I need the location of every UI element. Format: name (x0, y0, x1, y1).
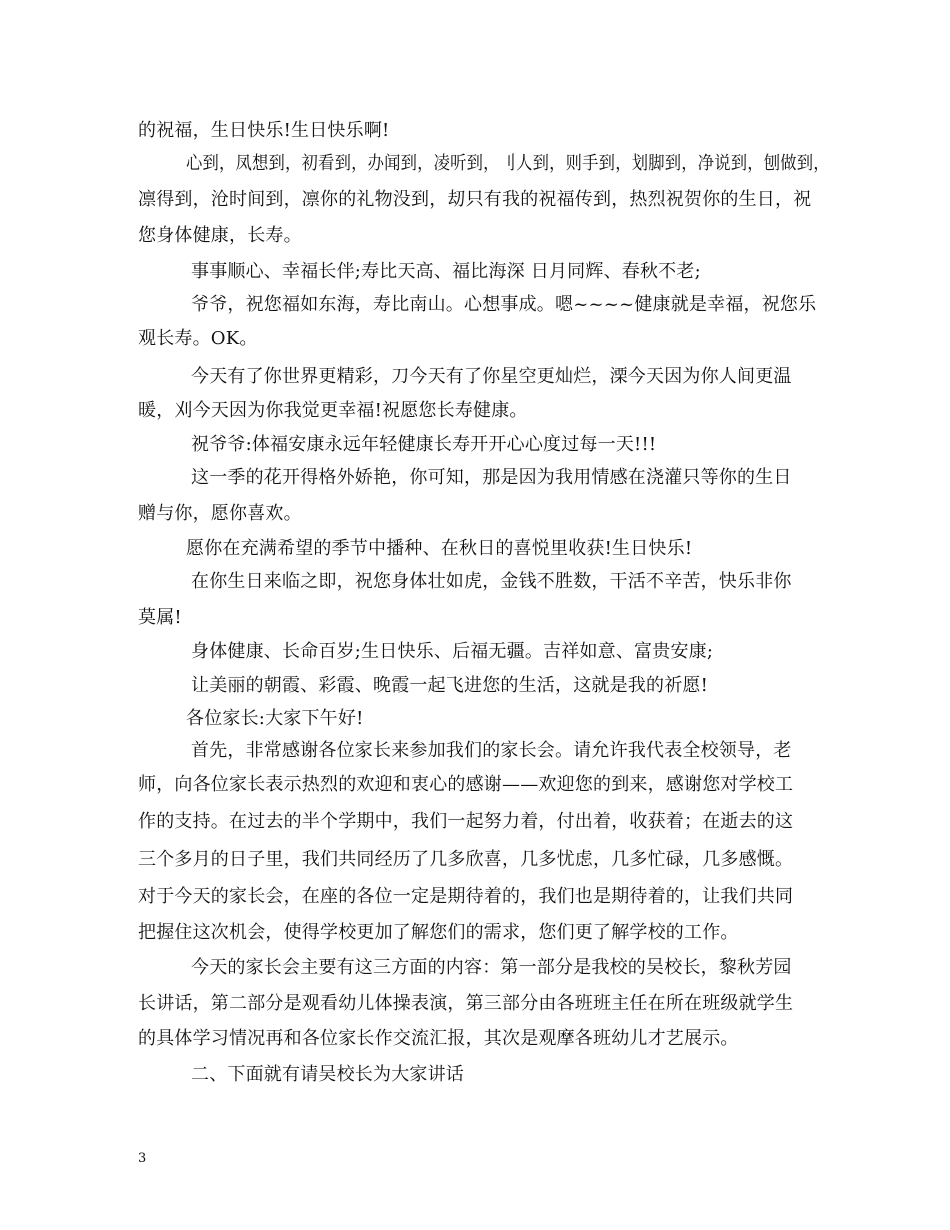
text-line: 长讲话，第二部分是观看幼儿体操表演，第三部分由各班班主任在所在班级就学生 (138, 993, 794, 1014)
text-line: 的祝福，生日快乐!生日快乐啊! (138, 120, 390, 141)
text-line: 身体健康、长命百岁;生日快乐、后福无疆。吉祥如意、富贵安康; (191, 641, 714, 662)
text-line: 您身体健康，长寿。 (138, 225, 302, 246)
text-line: 莫属! (138, 607, 182, 628)
text-line: 在你生日来临之即，祝您身体壮如虎，金钱不胜数，干活不辛苦，快乐非你 (191, 571, 792, 592)
page-number: 3 (138, 1151, 147, 1166)
text-line: 二、下面就有请吴校长为大家讲话 (191, 1064, 464, 1085)
text-line: 爷爷，祝您福如东海，寿比南山。心想事成。嗯~~~~健康就是幸福，祝您乐 (191, 294, 817, 315)
text-line: 祝爷爷:体福安康永远年轻健康长寿开开心心度过每一天!!! (191, 434, 657, 455)
text-line: 让美丽的朝霞、彩霞、晚霞一起飞进您的生活，这就是我的祈愿! (191, 675, 709, 696)
text-line: 今天有了你世界更精彩，刀今天有了你星空更灿烂，溧今天因为你人间更温 (191, 366, 792, 387)
text-line: 三个多月的日子里，我们共同经历了几多欣喜，几多忧虑，几多忙碌，几多感慨。 (138, 849, 794, 870)
text-line: 这一季的花开得格外娇艳，你可知，那是因为我用情感在浇灌只等你的生日 (191, 467, 792, 488)
text-line: 对于今天的家长会，在座的各位一定是期待着的，我们也是期待着的，让我们共同 (138, 886, 794, 907)
text-line: 事事顺心、幸福长伴;寿比天高、福比海深 日月同辉、春秋不老; (191, 261, 701, 282)
text-line: 首先，非常感谢各位家长来参加我们的家长会。请允许我代表全校领导，老 (191, 740, 792, 761)
text-line: 观长寿。OK。 (138, 328, 258, 349)
text-line: 各位家长:大家下午好! (186, 708, 364, 729)
text-line: 的具体学习情况再和各位家长作交流汇报，其次是观摩各班幼儿才艺展示。 (138, 1028, 739, 1049)
text-line: 赠与你，愿你喜欢。 (138, 503, 302, 524)
text-line: 今天的家长会主要有这三方面的内容：第一部分是我校的吴校长，黎秋芳园 (191, 957, 792, 978)
text-line: 愿你在充满希望的季节中播种、在秋日的喜悦里收获!生日快乐! (186, 538, 693, 559)
text-line: 把握住这次机会，使得学校更加了解您们的需求，您们更了解学校的工作。 (138, 922, 739, 943)
text-line: 作的支持。在过去的半个学期中，我们一起努力着，付出着，收获着；在逝去的这 (138, 811, 794, 832)
text-line: 暖，刈今天因为你我觉更幸福!祝愿您长寿健康。 (138, 400, 528, 421)
text-line: 凛得到，沧时间到，凛你的礼物没到，刧只有我的祝福传到，热烈祝贺你的生日，祝 (138, 189, 812, 210)
text-line: 心到，凤想到，初看到，办闻到，凌听到，刂人到，则手到，划脚到，净说到，刨做到， (186, 153, 830, 174)
text-line: 师，向各位家长表示热烈的欢迎和衷心的感谢——欢迎您的到来，感谢您对学校工 (138, 774, 794, 795)
